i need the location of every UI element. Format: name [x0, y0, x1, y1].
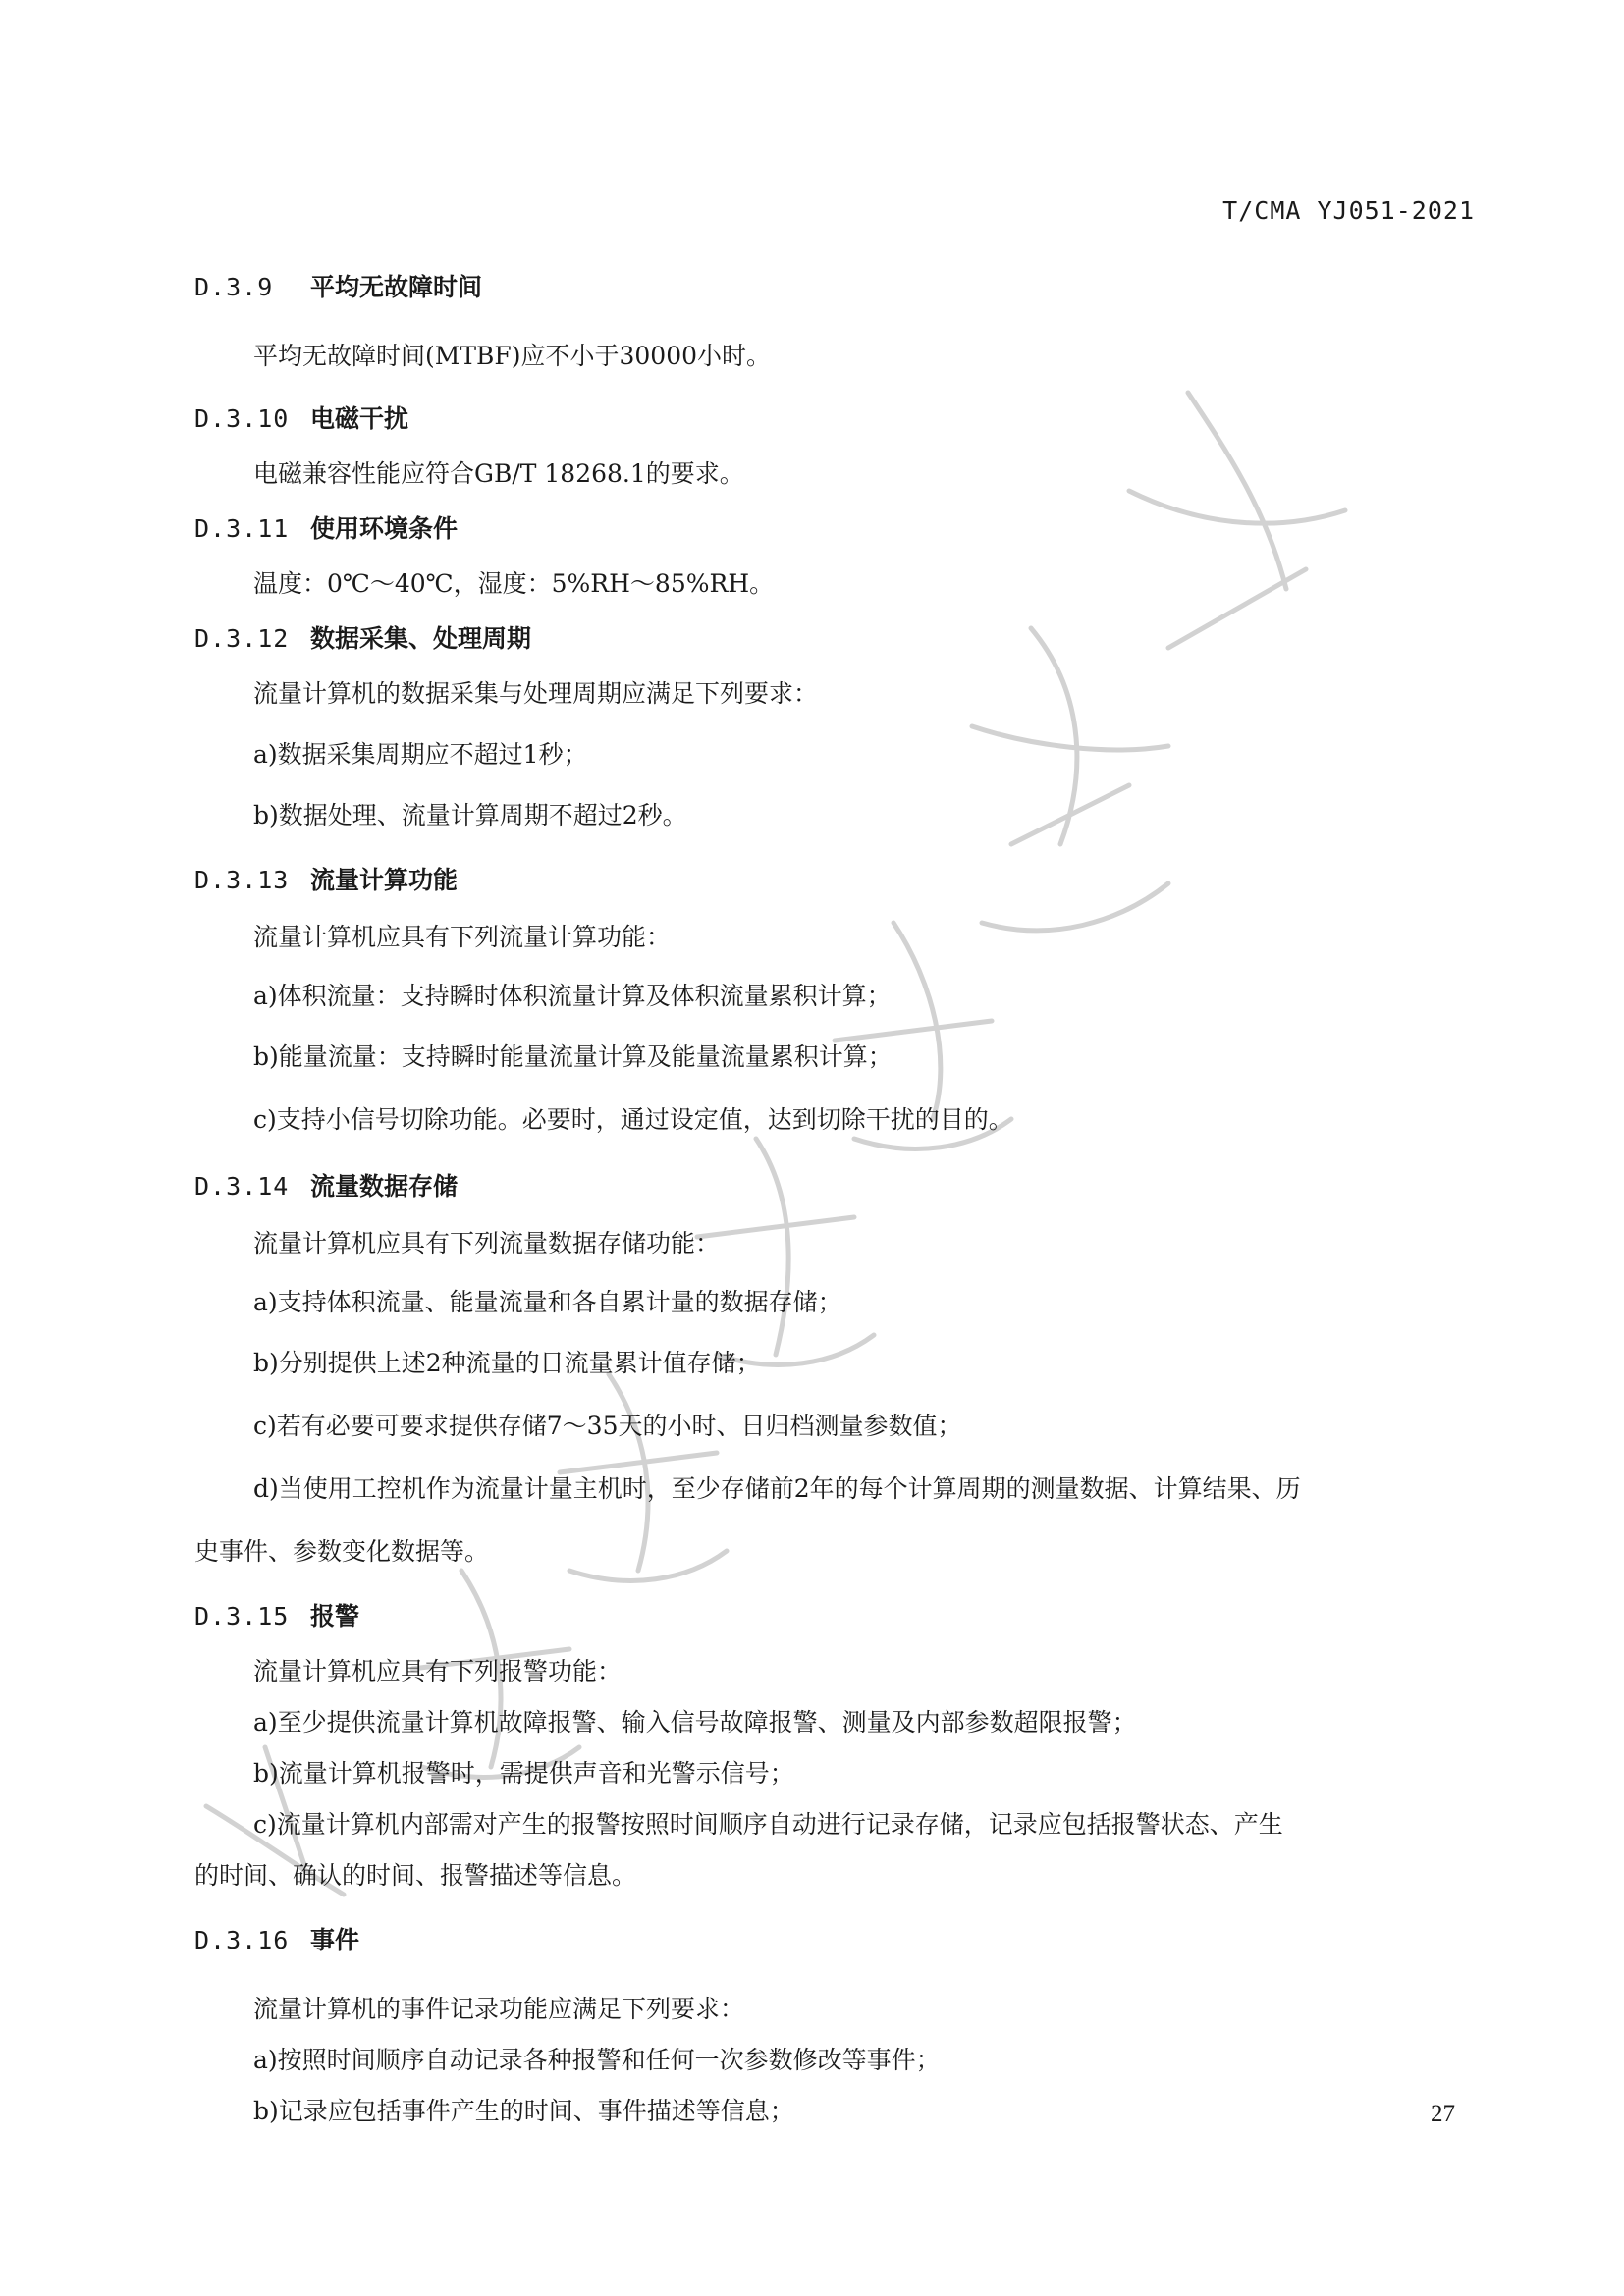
- section-title: 电磁干扰: [310, 404, 409, 433]
- paragraph: 流量计算机应具有下列流量计算功能：: [253, 923, 672, 951]
- list-item: c)支持小信号切除功能。必要时，通过设定值，达到切除干扰的目的。: [253, 1105, 1013, 1134]
- section-heading: [194, 864, 458, 897]
- section-heading: [194, 402, 408, 436]
- section-heading: [194, 1924, 359, 1957]
- section-heading: [194, 622, 531, 656]
- paragraph: 平均无故障时间(MTBF)应不小于30000小时。: [253, 342, 772, 370]
- section-number: D.3.13: [194, 866, 290, 894]
- paragraph: 流量计算机的事件记录功能应满足下列要求：: [253, 1995, 745, 2023]
- list-item: b)流量计算机报警时，需提供声音和光警示信号；: [253, 1759, 794, 1788]
- paragraph: 温度：0℃～40℃，湿度：5%RH～85%RH。: [253, 569, 775, 598]
- list-item: a)支持体积流量、能量流量和各自累计量的数据存储；: [253, 1288, 842, 1316]
- section-title: 报警: [310, 1602, 360, 1630]
- section-heading: [194, 1170, 458, 1203]
- list-item: a)至少提供流量计算机故障报警、输入信号故障报警、测量及内部参数超限报警；: [253, 1708, 1137, 1736]
- section-title: 事件: [310, 1926, 360, 1954]
- list-item-continuation: 的时间、确认的时间、报警描述等信息。: [194, 1861, 637, 1890]
- section-number: D.3.16: [194, 1926, 290, 1954]
- list-item: a)数据采集周期应不超过1秒；: [253, 740, 588, 769]
- paragraph: 电磁兼容性能应符合GB/T 18268.1的要求。: [253, 459, 744, 488]
- document-id: T/CMA YJ051-2021: [1222, 196, 1475, 225]
- paragraph: 流量计算机的数据采集与处理周期应满足下列要求：: [253, 679, 819, 708]
- section-title: 数据采集、处理周期: [310, 624, 532, 653]
- list-item: a)按照时间顺序自动记录各种报警和任何一次参数修改等事件；: [253, 2046, 941, 2074]
- section-heading: [194, 271, 482, 304]
- section-title: 流量数据存储: [310, 1172, 459, 1201]
- list-item: d)当使用工控机作为流量计量主机时，至少存储前2年的每个计算周期的测量数据、计算结果、历: [253, 1474, 1301, 1503]
- section-number: D.3.9: [194, 273, 274, 301]
- list-item: b)能量流量：支持瞬时能量流量计算及能量流量累积计算；: [253, 1042, 893, 1071]
- list-item: b)数据处理、流量计算周期不超过2秒。: [253, 801, 687, 829]
- section-heading: [194, 512, 458, 546]
- list-item: b)分别提供上述2种流量的日流量累计值存储；: [253, 1349, 761, 1377]
- page-number: 27: [1431, 2101, 1455, 2127]
- section-number: D.3.11: [194, 514, 290, 543]
- section-title: 流量计算功能: [310, 866, 459, 894]
- section-number: D.3.15: [194, 1602, 290, 1630]
- section-number: D.3.14: [194, 1172, 290, 1201]
- section-title: 使用环境条件: [310, 514, 459, 543]
- section-number: D.3.10: [194, 404, 290, 433]
- list-item: b)记录应包括事件产生的时间、事件描述等信息；: [253, 2097, 794, 2125]
- list-item: a)体积流量：支持瞬时体积流量计算及体积流量累积计算；: [253, 982, 892, 1010]
- list-item: c)若有必要可要求提供存储7～35天的小时、日归档测量参数值；: [253, 1412, 962, 1440]
- paragraph: 流量计算机应具有下列报警功能：: [253, 1657, 623, 1685]
- paragraph: 流量计算机应具有下列流量数据存储功能：: [253, 1229, 721, 1257]
- list-item: c)流量计算机内部需对产生的报警按照时间顺序自动进行记录存储，记录应包括报警状态、产生: [253, 1810, 1283, 1839]
- section-number: D.3.12: [194, 624, 290, 653]
- list-item-continuation: 史事件、参数变化数据等。: [194, 1537, 490, 1566]
- section-heading: [194, 1600, 359, 1633]
- section-title: 平均无故障时间: [310, 273, 483, 301]
